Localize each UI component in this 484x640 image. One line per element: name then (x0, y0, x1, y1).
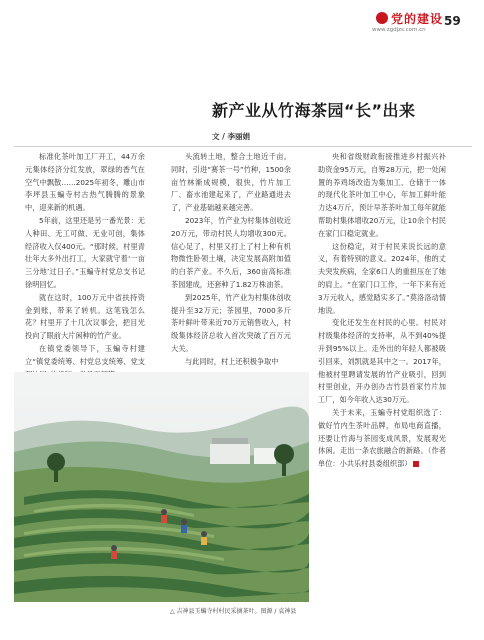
paragraph: 标准化茶叶加工厂开工，44万余元集体经济分红发放，翠绿的香气在空气中飘散……2025年初冬，雕山市李坪县玉蝙寺村古热气腾腾的景象中，迎来新的机遇。 (25, 152, 145, 213)
text-column-2 (171, 151, 291, 371)
tea-garden-photo (14, 372, 309, 602)
paragraph: 这份稳定，对于村民来说长远的意义，有着特别的意义。2024年，他的丈夫突发疾病，全家6口人的重担压在了她的肩上。“在家门口工作，一年下来有近3万元收入，感觉踏实多了。”莫洛洛动情地说。 (318, 241, 446, 315)
paragraph: 5年前，这里还是另一番光景：无人种田、无工可做、无业可创，集体经济收入仅400元。“那时候，村里青壮年大多外出打工，大家就守着‘一亩三分地’过日子。”玉蝙寺村党总支书记徐明回忆。 (25, 215, 145, 289)
text-column-1 (25, 151, 145, 371)
paragraph: 变化还发生在村民的心里。村民对村级集体经济的支持率，从不到40%提升到95%以上。走外出的年轻人都被吸引回来，刘凯就是其中之一。2017年，他被村里聘请发展的竹产业吸引，回到村里创业，开办创办吉竹县首家竹片加工厂，如今年收入达30万元。 (318, 318, 446, 405)
party-emblem-icon (376, 12, 388, 24)
magazine-url: www.zgdjzs.com.cn (372, 27, 426, 33)
text-column-3 (318, 151, 446, 577)
article-end-mark-icon (413, 461, 419, 467)
paragraph: 2023年，竹产业为村集体创收近20万元，带动村民人均增收300元。信心足了，村里又打上了村上种有机物微性卧领土壤，决定发展高附加值的白茶产业。不久后，360亩高标准茶园建成，还套种了1.82万株油茶。 (171, 215, 291, 289)
article-byline: 文 / 李丽娟 (212, 132, 250, 141)
closing-paragraph-text: 关于未来，玉蝙寺村党组织选了：做好竹内生茶叶品牌，布局电商直播，还要让竹海与茶园变成风景，发展观光休闲。走出一条农旅融合的新路。（作者单位：小共乐村县委组织部） (318, 407, 446, 469)
photo-caption: △ 吉神县玉蝙寺村村民采摘茶叶。图源 / 袁神县 (170, 608, 297, 615)
paragraph: 与此同时，村上还积极争取中 (185, 356, 279, 366)
magazine-logo: 党的建设 (391, 12, 444, 26)
masthead (0, 6, 484, 46)
paragraph (318, 407, 446, 471)
header-divider (14, 146, 472, 147)
tea-garden-illustration (14, 372, 309, 602)
paragraph: 就在这时，100万元中省扶持资金到账，带来了转机。这笔钱怎么花？村里开了十几次议事会，把目光投向了眼前大片闲种的竹产业。 (25, 292, 145, 341)
paragraph: 头流转土地，整合土地近千亩。同时，引进“赛茶一号”竹种，1500余亩竹林渐成规模，很快，竹片加工厂、畜水池建起来了，产业路通进去了，产业基础越来越完善。 (171, 152, 291, 213)
paragraph: 央和省级财政衔接推进乡村振兴补助资金95万元，自筹28万元，把一处闲置的养鸡场改造为集加工、仓储于一体的现代化茶叶加工中心，年加工鲜叶能力达4万斤，预计早茶茶叶加工每年就能帮助村集体增收20万元，让10余个村民在家门口稳定就业。 (318, 152, 446, 238)
page-number: 59 (444, 14, 461, 28)
paragraph: 到2025年，竹产业为村集体创收提升至32万元；茶园里，7000多斤茶叶鲜叶带来近70万元销售收入，村级集体经济总收入首次突破了百万元大关。 (171, 292, 291, 353)
paragraph: 在镇党委领导下，玉蝙寺村建立“镇党委统筹、村党总支统筹、党支 (25, 343, 145, 366)
article-title: 新产业从竹海茶园“长”出来 (212, 101, 416, 120)
